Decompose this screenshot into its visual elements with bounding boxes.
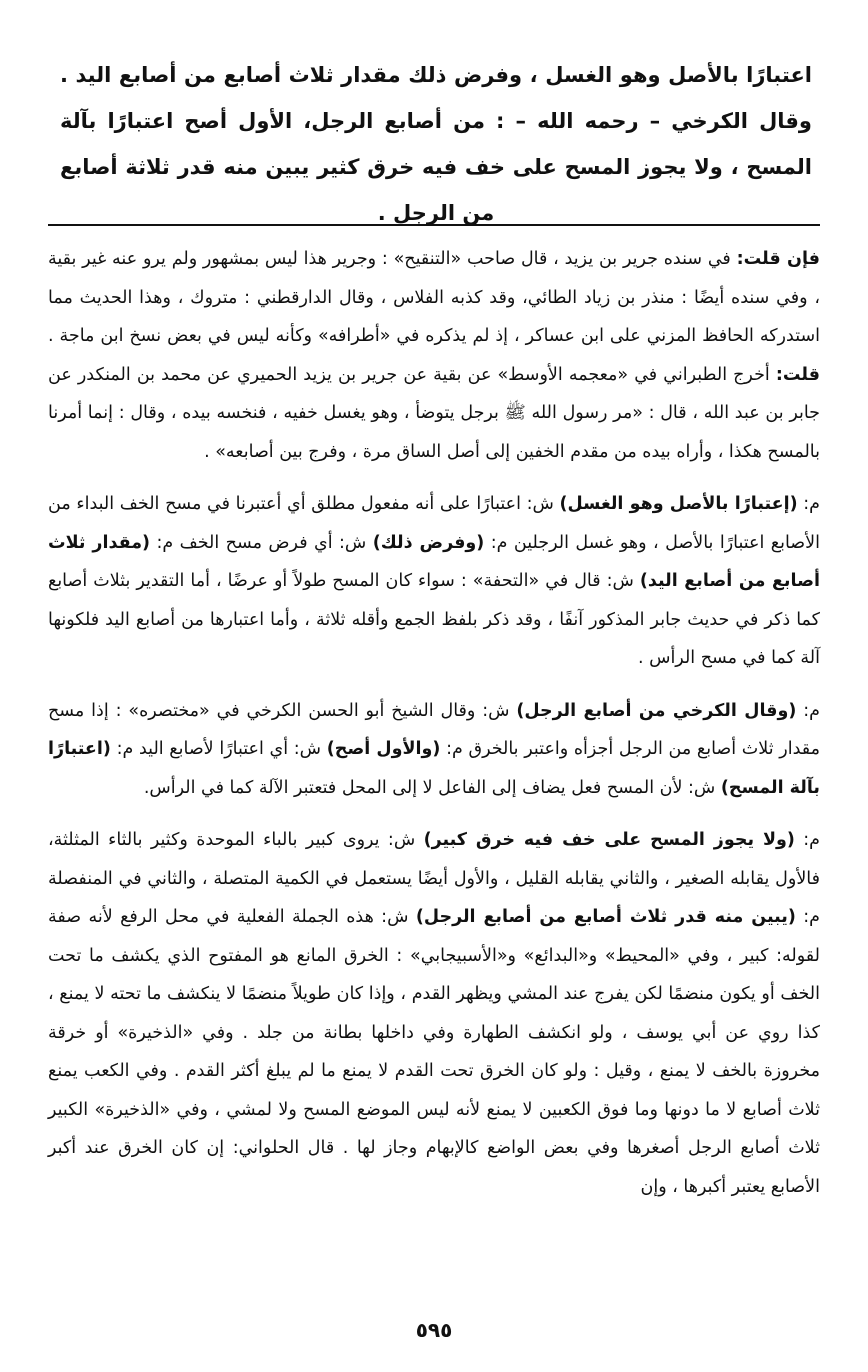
question-text: في سنده جرير بن يزيد ، قال صاحب «التنقيح» : وجرير هذا ليس بمشهور ولم يرو عنه غير بقية ، وفي سنده أيضًا : منذر بن زياد الطائي، وقد كذبه الفلاس ، وقال الدارقطني : متروك ، وهذا الحديث مما استدركه الحافظ المزني على ابن عساكر ، إذ لم يذكره في «أطرافه» وكأنه ليس في بعض نسخ ابن ماجة . (48, 249, 820, 346)
sharh-text: ش: أي اعتبارًا لأصابع اليد م: (110, 739, 327, 759)
matn-marker: م: (797, 494, 820, 514)
matn-quote: (وفرض ذلك) (372, 532, 485, 553)
commentary-paragraph-3 (48, 821, 820, 1206)
main-text (60, 52, 812, 225)
matn-quote: (وقال الكرخي من أصابع الرجل) (516, 700, 797, 721)
matn-quote: (والأول أصح) (326, 739, 441, 759)
sharh-text: ش: هذه الجملة الفعلية في محل الرفع لأنه صفة لقوله: كبير ، وفي «المحيط» و«البدائع» و«الأسبيجابي» : الخرق المانع هو المفتوح الذي يكشف ما تحت الخف أو يكون منضمًا لكن يفرج عند المشي ويظهر القدم ، وإذا كان طويلاً منضمًا لا ينكشف ما تحته لا يمنع ، كذا روي عن أبي يوسف ، ولو انكشف الطهارة وفي داخلها بطانة من جلد . وفي «الذخيرة» أو خرقة مخروزة بالخف لا يمنع ، وقيل : ولو كان الخرق تحت القدم لا يمنع ما لم يبلغ أكثر القدم . وفي الكعب يمنع ثلاث أصابع لا ما دونها وما فوق الكعبين لا يمنع لأنه ليس الموضع المسح ولا لمشي ، وفي «الذخيرة» الكبير ثلاث أصابع الرجل أصغرها وفي بعض الواضع كالإبهام وجاز لها . قال الحلواني: إن كان الخرق عند أكبر الأصابع يعتبر أكبرها ، وإن (48, 907, 820, 1197)
sharh-text: ش: وقال الشيخ أبو الحسن الكرخي في «مختصره» : إذا مسح مقدار ثلاث أصابع من الرجل أجزأه واعتبر بالخرق م: (48, 700, 820, 759)
sharh-text: ش: اعتبارًا على أنه مفعول مطلق أي أعتبرنا في مسح الخف البداء من الأصابع اعتبارًا بالأصل ، وهو غسل الرجلين م: (48, 494, 820, 553)
answer-text: أخرج الطبراني في «معجمه الأوسط» عن بقية عن جرير بن يزيد الحميري عن محمد بن المنكدر عن جابر بن عبد الله ، قال : «مر رسول الله ﷺ برجل يتوضأ ، وهو يغسل خفيه ، فنخسه بيده ، وقال : إنما أمرنا بالمسح هكذا ، وأراه بيده من مقدم الخفين إلى أصل الساق مرة ، وفرج بين أصابعه» . (48, 364, 820, 462)
page-number: ٥٩٥ (415, 1318, 453, 1342)
commentary-paragraph-2 (48, 692, 820, 808)
sharh-text: ش: يروى كبير بالباء الموحدة وكثير بالثاء المثلثة، فالأول يقابله الصغير ، والثاني يقابله القليل ، والأول أيضًا يستعمل في الكمية المتصلة ، والثاني في المنفصلة م: (48, 830, 820, 927)
sharh-text: ش: لأن المسح فعل يضاف إلى الفاعل لا إلى المحل فتعتبر الآلة كما في الرأس. (143, 777, 721, 798)
matn-marker: م: (794, 830, 820, 850)
commentary-paragraph-1 (48, 485, 820, 678)
footnote-paragraph (48, 240, 820, 471)
answer-label: قلت: (775, 364, 820, 385)
sharh-text: ش: قال في «التحفة» : سواء كان المسح طولاً أو عرضًا ، أما التقدير بثلاث أصابع كما ذكر في حديث جابر المذكور آنفًا ، وقد ذكر بلفظ الجمع وأقله ثلاثة ، وأما اعتبارها من أصابع اليد فلكونها آلة كما في مسح الرأس . (48, 571, 820, 668)
matn-quote: (مقدار ثلاث أصابع من أصابع اليد) (48, 532, 820, 591)
matn-quote: (يبين منه قدر ثلاث أصابع من أصابع الرجل) (415, 907, 796, 927)
matn-quote: (ولا يجوز المسح على خف فيه خرق كبير) (423, 830, 795, 850)
sharh-text: ش: أي فرض مسح الخف م: (150, 532, 373, 553)
matn-quote: (اعتبارًا بآلة المسح) (48, 739, 820, 798)
matn-marker: م: (796, 700, 820, 721)
question-label: فإن قلت: (736, 249, 821, 269)
matn-quote: (إعتبارًا بالأصل وهو الغسل) (559, 494, 798, 514)
main-text-body: اعتبارًا بالأصل وهو الغسل ، وفرض ذلك مقدار ثلاث أصابع من أصابع اليد . وقال الكرخي – رحمه الله – : من أصابع الرجل، الأول أصح اعتبارًا بآلة المسح ، ولا يجوز المسح على خف فيه خرق كثير يبين منه قدر ثلاثة أصابع من الرجل . (60, 63, 812, 225)
